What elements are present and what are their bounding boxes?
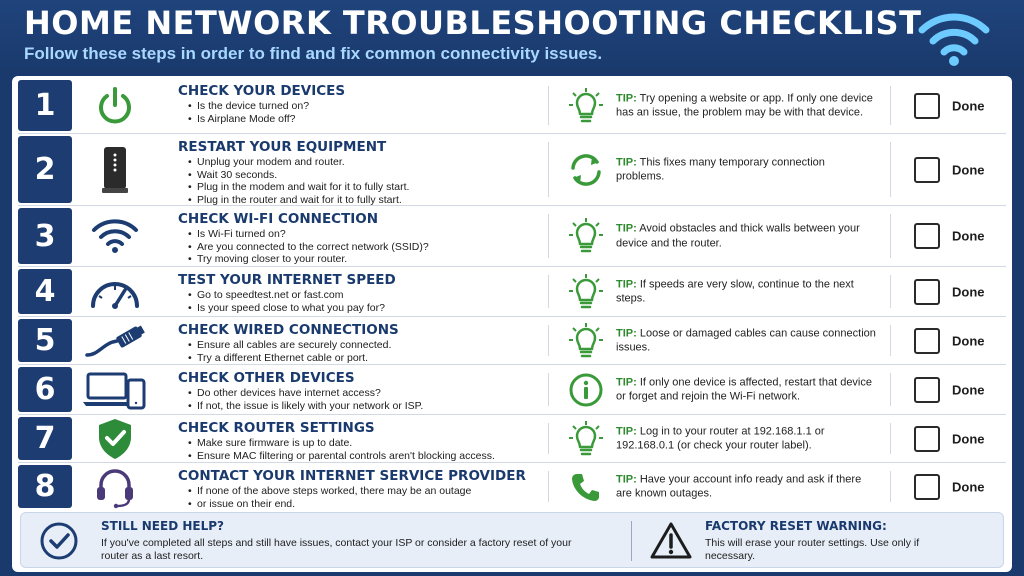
done-label: Done <box>952 333 985 348</box>
step-number: 5 <box>18 319 72 362</box>
step-bullet: • Is Airplane Mode off? <box>188 113 309 126</box>
tip-label: TIP: <box>616 376 637 388</box>
warning-text: This will erase your router settings. Use only if necessary. <box>705 537 920 562</box>
checklist-step-3 <box>18 206 1006 267</box>
router-icon <box>80 148 150 192</box>
tip-text: Have your account info ready and ask if there are known outages. <box>616 473 862 500</box>
tip-text: Log in to your router at 192.168.1.1 or 192.168.0.1 (or check your router label). <box>616 425 825 452</box>
step-bullet: • or issue on their end. <box>188 498 471 511</box>
step-bullets <box>188 437 495 462</box>
lightbulb-icon <box>566 321 606 361</box>
done-label: Done <box>952 479 985 494</box>
info-icon <box>566 370 606 410</box>
step-bullet: • Plug in the router and wait for it to fully start. <box>188 194 409 207</box>
step-tip <box>616 472 876 501</box>
done-label: Done <box>952 431 985 446</box>
step-number: 4 <box>18 269 72 314</box>
column-divider <box>890 142 891 197</box>
tip-label: TIP: <box>616 327 637 339</box>
step-tip <box>616 375 876 404</box>
tip-label: TIP: <box>616 473 637 485</box>
page-subtitle: Follow these steps in order to find and fix common connectivity issues. <box>24 44 603 63</box>
step-bullet: • Go to speedtest.net or fast.com <box>188 289 385 302</box>
checklist-step-1 <box>18 78 1006 134</box>
step-bullet: • Ensure all cables are securely connected. <box>188 339 391 352</box>
step-bullet: • Try a different Ethernet cable or port. <box>188 352 391 365</box>
step-number: 3 <box>18 208 72 264</box>
step-tip <box>616 424 876 453</box>
step-bullets <box>188 156 409 206</box>
step-title: CHECK WI-FI CONNECTION <box>178 211 379 227</box>
help-text: If you've completed all steps and still have issues, contact your ISP or consider a factory reset of your router as a last resort. <box>101 537 572 562</box>
help-title: STILL NEED HELP? <box>101 519 224 533</box>
column-divider <box>548 471 549 502</box>
check-circle-icon <box>39 521 79 561</box>
done-checkbox[interactable] <box>914 328 940 354</box>
step-tip <box>616 277 876 306</box>
step-title: TEST YOUR INTERNET SPEED <box>178 272 396 288</box>
lightbulb-icon <box>566 272 606 312</box>
step-number: 6 <box>18 367 72 412</box>
step-bullet: • Unplug your modem and router. <box>188 156 409 169</box>
done-checkbox[interactable] <box>914 377 940 403</box>
step-bullets <box>188 228 429 266</box>
checklist-step-5 <box>18 317 1006 365</box>
step-bullet: • Do other devices have internet access? <box>188 387 423 400</box>
warning-icon <box>649 521 693 561</box>
lightbulb-icon <box>566 86 606 126</box>
done-label: Done <box>952 98 985 113</box>
checklist-step-8 <box>18 463 1006 510</box>
power-icon <box>80 84 150 128</box>
done-checkbox[interactable] <box>914 157 940 183</box>
checklist-step-2 <box>18 134 1006 206</box>
checklist-panel <box>12 76 1012 572</box>
step-title: CHECK YOUR DEVICES <box>178 83 346 99</box>
step-title: CHECK ROUTER SETTINGS <box>178 420 375 436</box>
done-label: Done <box>952 284 985 299</box>
column-divider <box>548 86 549 125</box>
speedometer-icon <box>80 270 150 314</box>
step-bullets <box>188 289 385 314</box>
step-bullets <box>188 100 309 125</box>
step-number: 1 <box>18 80 72 131</box>
column-divider <box>548 423 549 454</box>
warning-title: FACTORY RESET WARNING: <box>705 519 887 533</box>
done-checkbox[interactable] <box>914 223 940 249</box>
checklist-step-4 <box>18 267 1006 317</box>
footer-divider <box>631 521 632 561</box>
tip-text: Avoid obstacles and thick walls between your device and the router. <box>616 222 860 249</box>
step-tip <box>616 222 876 251</box>
column-divider <box>890 373 891 406</box>
headset-icon <box>80 465 150 509</box>
step-bullet: • Is the device turned on? <box>188 100 309 113</box>
step-title: CONTACT YOUR INTERNET SERVICE PROVIDER <box>178 468 526 484</box>
column-divider <box>548 275 549 308</box>
tip-text: If speeds are very slow, continue to the next steps. <box>616 278 854 305</box>
phone-icon <box>566 467 606 507</box>
wifi-header-icon <box>916 8 992 68</box>
step-bullet: • Make sure firmware is up to date. <box>188 437 495 450</box>
step-bullets <box>188 387 423 412</box>
step-number: 8 <box>18 465 72 508</box>
done-checkbox[interactable] <box>914 474 940 500</box>
step-bullet: • Is Wi-Fi turned on? <box>188 228 429 241</box>
lightbulb-icon <box>566 419 606 459</box>
step-title: CHECK WIRED CONNECTIONS <box>178 322 399 338</box>
done-label: Done <box>952 228 985 244</box>
tip-text: If only one device is affected, restart that device or forget and rejoin the Wi-Fi network. <box>616 376 872 403</box>
step-title: RESTART YOUR EQUIPMENT <box>178 139 387 155</box>
column-divider <box>890 423 891 454</box>
step-bullet: • If not, the issue is likely with your network or ISP. <box>188 400 423 413</box>
step-number: 7 <box>18 417 72 460</box>
step-bullet: • Is your speed close to what you pay for? <box>188 302 385 315</box>
ethernet-cable-icon <box>80 319 150 363</box>
step-bullets <box>188 339 391 364</box>
done-checkbox[interactable] <box>914 426 940 452</box>
column-divider <box>890 214 891 258</box>
done-label: Done <box>952 162 985 177</box>
done-label: Done <box>952 382 985 397</box>
step-tip <box>616 155 876 184</box>
step-bullet: • If none of the above steps worked, there may be an outage <box>188 485 471 498</box>
step-tip <box>616 326 876 355</box>
step-title: CHECK OTHER DEVICES <box>178 370 355 386</box>
tip-text: This fixes many temporary connection problems. <box>616 156 825 183</box>
tip-text: Try opening a website or app. If only one device has an issue, the problem may be with that device. <box>616 92 873 119</box>
page-title: HOME NETWORK TROUBLESHOOTING CHECKLIST <box>24 4 922 42</box>
step-bullets <box>188 485 471 510</box>
header <box>0 0 1024 72</box>
footer <box>20 512 1004 568</box>
tip-label: TIP: <box>616 92 637 104</box>
wifi-icon <box>80 214 150 258</box>
tip-label: TIP: <box>616 425 637 437</box>
checklist-step-7 <box>18 415 1006 463</box>
step-tip <box>616 91 876 120</box>
tip-label: TIP: <box>616 278 637 290</box>
step-bullet: • Ensure MAC filtering or parental controls aren't blocking access. <box>188 450 495 463</box>
step-number: 2 <box>18 136 72 203</box>
done-checkbox[interactable] <box>914 93 940 119</box>
laptop-phone-icon <box>80 368 150 412</box>
step-bullet: • Are you connected to the correct network (SSID)? <box>188 241 429 254</box>
column-divider <box>890 275 891 308</box>
checklist-step-6 <box>18 365 1006 415</box>
done-checkbox[interactable] <box>914 279 940 305</box>
column-divider <box>890 86 891 125</box>
tip-label: TIP: <box>616 222 637 235</box>
refresh-icon <box>566 150 606 190</box>
lightbulb-icon <box>566 216 606 256</box>
step-bullet: • Wait 30 seconds. <box>188 169 409 182</box>
column-divider <box>890 325 891 356</box>
tip-text: Loose or damaged cables can cause connection issues. <box>616 327 876 354</box>
column-divider <box>548 325 549 356</box>
step-bullet: • Try moving closer to your router. <box>188 253 429 266</box>
step-bullet: • Plug in the modem and wait for it to fully start. <box>188 181 409 194</box>
column-divider <box>890 471 891 502</box>
tip-label: TIP: <box>616 156 637 168</box>
column-divider <box>548 214 549 258</box>
column-divider <box>548 373 549 406</box>
shield-check-icon <box>80 417 150 461</box>
column-divider <box>548 142 549 197</box>
